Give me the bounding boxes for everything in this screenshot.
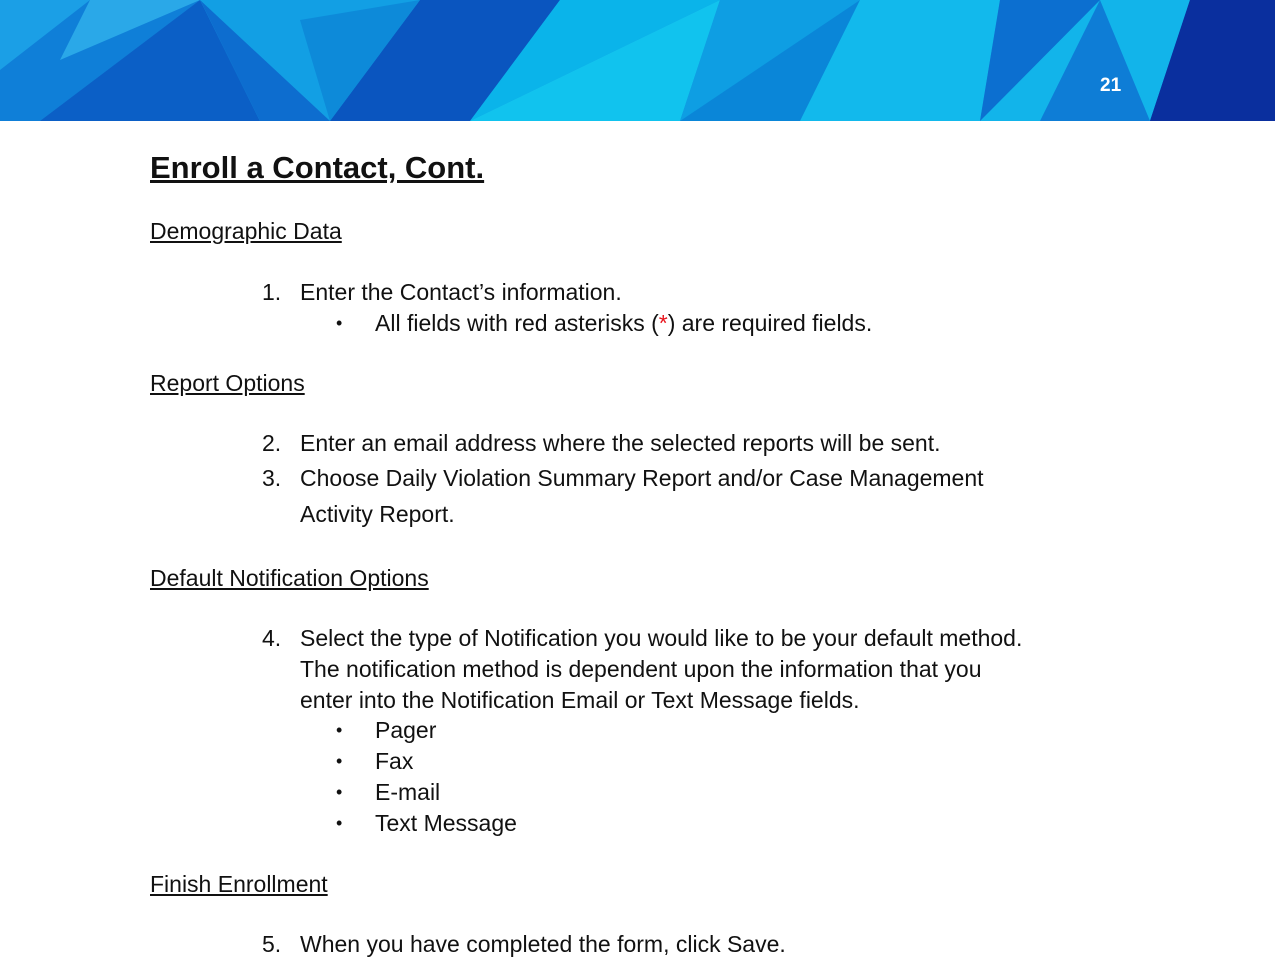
note-text: ) are required fields.	[667, 310, 873, 336]
bullet-icon: •	[336, 751, 343, 771]
section-heading-report-options: Report Options	[150, 370, 305, 396]
notification-option: Pager	[375, 717, 437, 743]
note-text: All fields with red asterisks (	[375, 310, 659, 336]
bullet-icon: •	[336, 720, 343, 740]
step-number: 1.	[262, 279, 282, 305]
notification-option: E-mail	[375, 779, 441, 805]
section-heading-default-notification-options: Default Notification Options	[150, 565, 429, 591]
page-title: Enroll a Contact, Cont.	[150, 150, 485, 185]
step-number: 2.	[262, 430, 282, 456]
step-text: Choose Daily Violation Summary Report and/or Case Management	[300, 465, 984, 491]
step-text: Enter the Contact’s information.	[300, 279, 622, 305]
notification-option: Fax	[375, 748, 414, 774]
step-text: Activity Report.	[300, 501, 455, 527]
bullet-icon: •	[336, 813, 343, 833]
notification-option: Text Message	[375, 810, 517, 836]
bullet-icon: •	[336, 782, 343, 802]
step-text: Select the type of Notification you would like to be your default method.	[300, 625, 1023, 651]
step-text: enter into the Notification Email or Text Message fields.	[300, 687, 860, 713]
red-asterisk: *	[658, 310, 668, 336]
page-number: 21	[1100, 75, 1122, 96]
section-heading-finish-enrollment: Finish Enrollment	[150, 871, 328, 897]
step-text: When you have completed the form, click Save.	[300, 931, 786, 957]
step-number: 4.	[262, 625, 282, 651]
step-text: Enter an email address where the selected reports will be sent.	[300, 430, 941, 456]
bullet-icon: •	[336, 313, 343, 333]
step-number: 3.	[262, 465, 282, 491]
step-text: The notification method is dependent upon the information that you	[300, 656, 982, 682]
section-heading-demographic-data: Demographic Data	[150, 218, 342, 244]
required-fields-note	[375, 308, 872, 338]
step-number: 5.	[262, 931, 282, 957]
